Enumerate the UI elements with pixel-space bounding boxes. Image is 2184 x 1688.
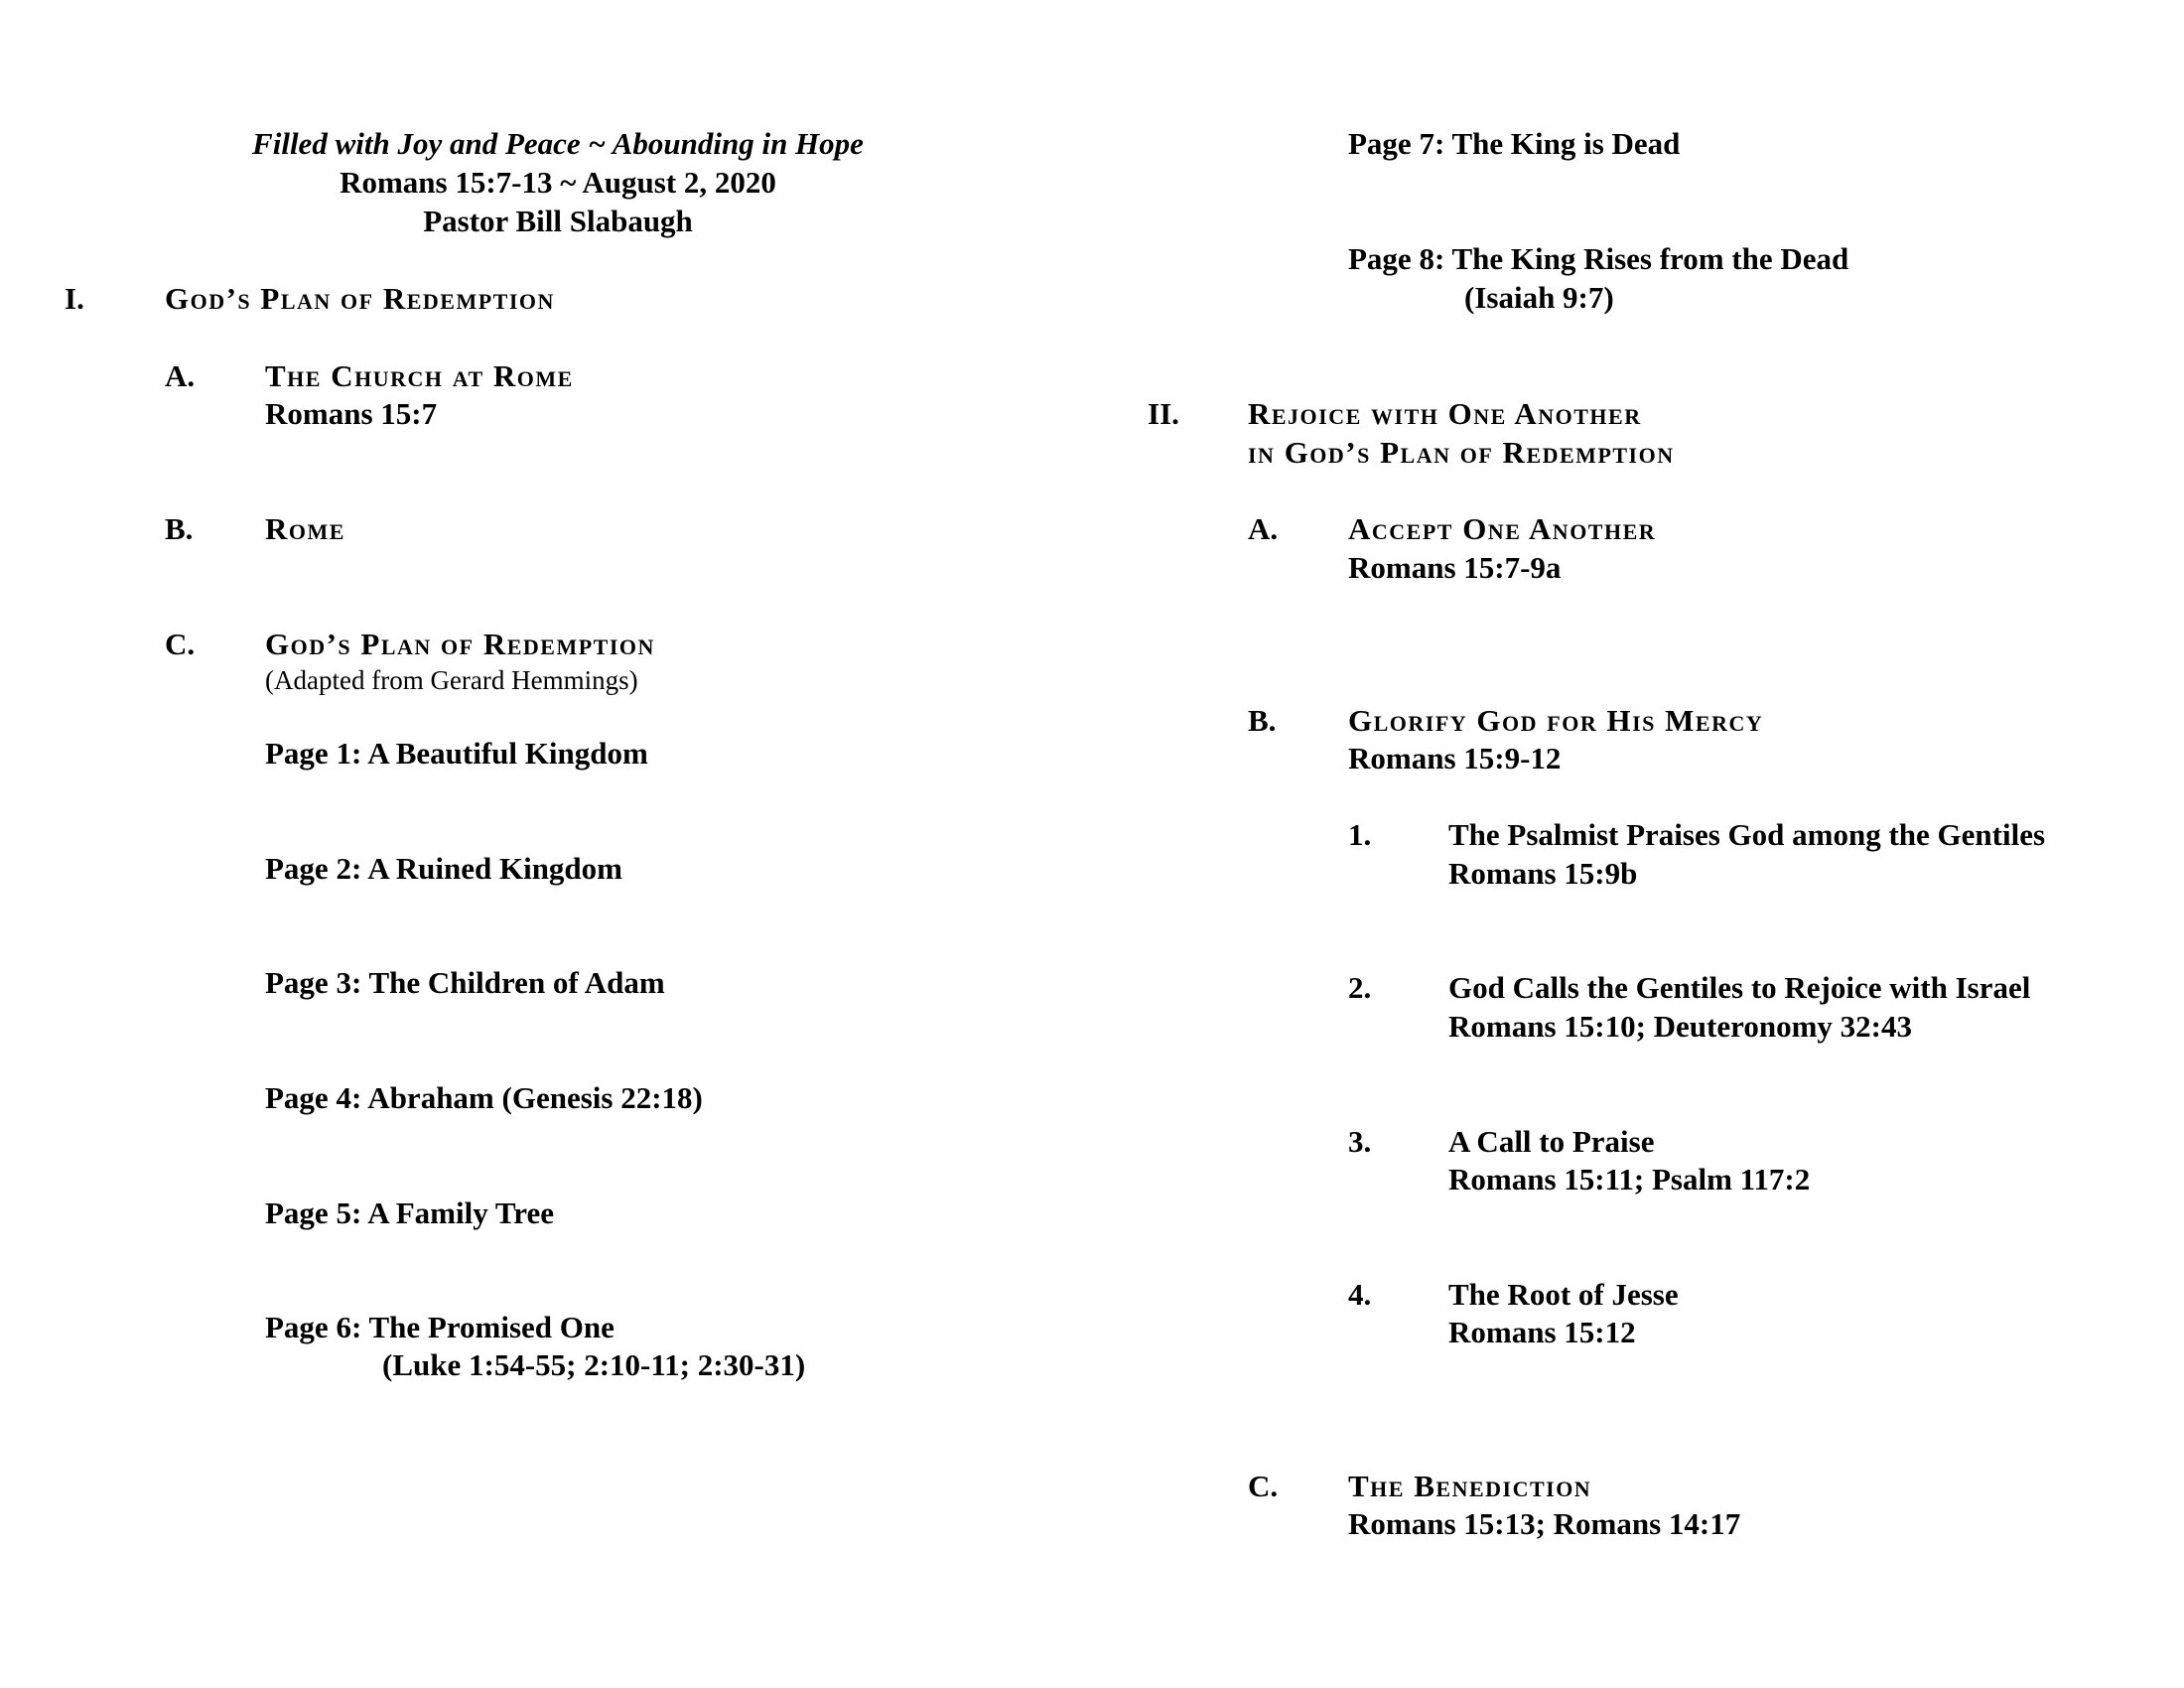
section-1-a-ref: Romans 15:7 <box>265 396 438 431</box>
section-2-a-heading: Accept One Another <box>1348 511 1657 546</box>
section-2-c-ref: Romans 15:13; Romans 14:17 <box>1348 1506 1741 1541</box>
section-2-heading-line1: Rejoice with One Another <box>1248 396 1642 431</box>
section-2-heading-line2: in God’s Plan of Redemption <box>1248 435 1675 470</box>
point-2-title: God Calls the Gentiles to Rejoice with Israel <box>1448 970 2031 1005</box>
page-item-2: Page 2: A Ruined Kingdom <box>265 851 622 886</box>
sermon-reference-date: Romans 15:7-13 ~ August 2, 2020 <box>340 165 776 200</box>
page-item-4: Page 4: Abraham (Genesis 22:18) <box>265 1080 703 1115</box>
page-item-3: Page 3: The Children of Adam <box>265 965 665 1000</box>
section-1-c-letter: C. <box>165 627 196 661</box>
page-item-5: Page 5: A Family Tree <box>265 1196 555 1230</box>
point-4-ref: Romans 15:12 <box>1448 1315 1636 1349</box>
section-2-c-heading: The Benediction <box>1348 1469 1592 1503</box>
section-2-a-letter: A. <box>1248 511 1279 546</box>
point-3-number: 3. <box>1348 1124 1372 1159</box>
section-2-a-ref: Romans 15:7-9a <box>1348 550 1562 585</box>
section-2-b-heading: Glorify God for His Mercy <box>1348 703 1764 738</box>
section-1-b-heading: Rome <box>265 511 345 546</box>
page-item-6-sub: (Luke 1:54-55; 2:10-11; 2:30-31) <box>382 1347 806 1382</box>
section-1-b-letter: B. <box>165 511 194 546</box>
section-1-a-heading: The Church at Rome <box>265 358 574 393</box>
page-item-8-sub: (Isaiah 9:7) <box>1464 280 1614 315</box>
section-2-b-ref: Romans 15:9-12 <box>1348 741 1562 775</box>
section-1-c-heading: God’s Plan of Redemption <box>265 627 655 661</box>
page-item-1: Page 1: A Beautiful Kingdom <box>265 736 648 771</box>
page-item-6: Page 6: The Promised One <box>265 1310 614 1344</box>
point-4-number: 4. <box>1348 1277 1372 1312</box>
sermon-title: Filled with Joy and Peace ~ Abounding in Hope <box>252 126 864 161</box>
section-2-b-letter: B. <box>1248 703 1277 738</box>
point-1-title: The Psalmist Praises God among the Gentiles <box>1448 817 2046 852</box>
point-4-title: The Root of Jesse <box>1448 1277 1679 1312</box>
page-item-7: Page 7: The King is Dead <box>1348 126 1681 161</box>
section-1-c-note: (Adapted from Gerard Hemmings) <box>265 665 638 695</box>
point-2-ref: Romans 15:10; Deuteronomy 32:43 <box>1448 1009 1912 1044</box>
section-2-numeral: II. <box>1148 396 1179 431</box>
section-1-numeral: I. <box>65 281 84 316</box>
section-2-c-letter: C. <box>1248 1469 1279 1503</box>
section-1-heading: God’s Plan of Redemption <box>165 281 555 316</box>
point-3-ref: Romans 15:11; Psalm 117:2 <box>1448 1162 1811 1196</box>
point-2-number: 2. <box>1348 970 1372 1005</box>
page-item-8: Page 8: The King Rises from the Dead <box>1348 241 1849 276</box>
pastor-name: Pastor Bill Slabaugh <box>423 204 693 238</box>
point-1-ref: Romans 15:9b <box>1448 856 1638 891</box>
section-1-a-letter: A. <box>165 358 196 393</box>
point-3-title: A Call to Praise <box>1448 1124 1655 1159</box>
point-1-number: 1. <box>1348 817 1372 852</box>
